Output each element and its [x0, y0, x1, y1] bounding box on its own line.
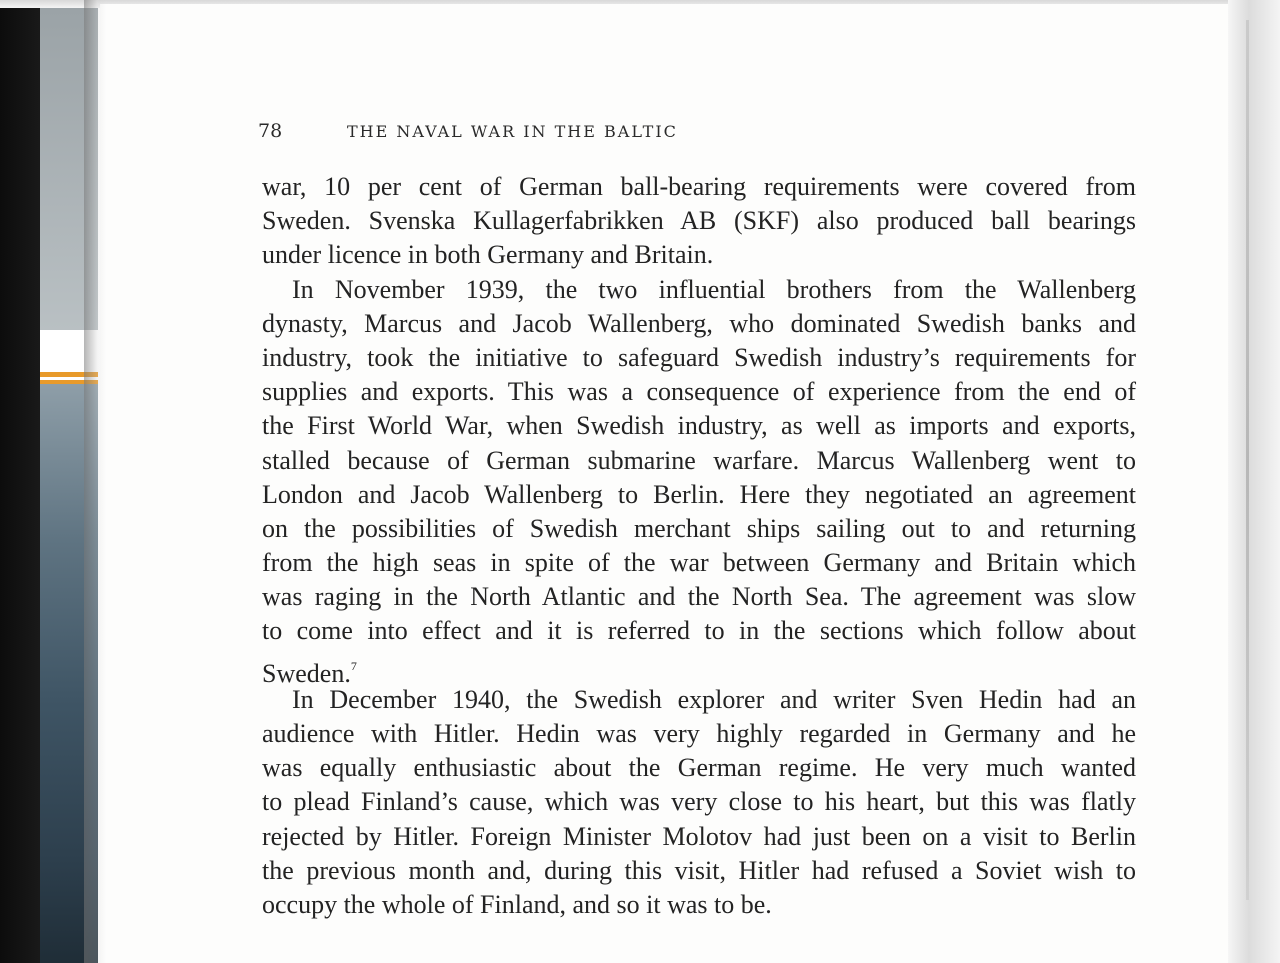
text-line: Sweden. Svenska Kullagerfabrikken AB (SKF) also produced ball bearings: [262, 206, 1136, 236]
page-header: [258, 118, 1138, 144]
body-text: [262, 170, 1136, 922]
text-line: stalled because of German submarine warfare. Marcus Wallenberg went to: [262, 445, 1136, 475]
paragraph-2: [262, 273, 1136, 688]
page-fore-edge-line: [1246, 20, 1249, 900]
text-line: supplies and exports. This was a consequence of experience from the end of: [262, 377, 1136, 407]
text-line: industry, took the initiative to safeguard Swedish industry’s requirements for: [262, 342, 1136, 372]
text-line: rejected by Hitler. Foreign Minister Molotov had just been on a visit to Berlin: [262, 821, 1136, 851]
text-line: audience with Hitler. Hedin was very highly regarded in Germany and he: [262, 719, 1136, 748]
text-line: on the possibilities of Swedish merchant ships sailing out to and returning: [262, 513, 1136, 543]
text-line: [262, 649, 1136, 688]
running-head: THE NAVAL WAR IN THE BALTIC: [347, 122, 678, 141]
text-line-content: Sweden.: [262, 658, 351, 688]
text-line: dynasty, Marcus and Jacob Wallenberg, who dominated Swedish banks and: [262, 308, 1136, 338]
next-page-edge: [1228, 0, 1280, 963]
text-line: occupy the whole of Finland, and so it was to be.: [262, 889, 772, 919]
text-line: to come into effect and it is referred to in the sections which follow about: [262, 616, 1136, 646]
text-line: was raging in the North Atlantic and the North Sea. The agreement was slow: [262, 582, 1136, 612]
text-line: from the high seas in spite of the war between Germany and Britain which: [262, 548, 1136, 578]
text-line: In December 1940, the Swedish explorer and writer Sven Hedin had an: [292, 684, 1136, 714]
text-line: under licence in both Germany and Britain.: [262, 240, 714, 270]
text-line: war, 10 per cent of German ball-bearing requirements were covered from: [262, 172, 1136, 201]
paragraph-1: [262, 170, 1136, 273]
text-line: the previous month and, during this visit, Hitler had refused a Soviet wish to: [262, 855, 1136, 885]
text-line: was equally enthusiastic about the German regime. He very much wanted: [262, 753, 1136, 783]
text-line: the First World War, when Swedish industry, as well as imports and exports,: [262, 411, 1136, 441]
page-number: 78: [258, 120, 283, 142]
text-line: to plead Finland’s cause, which was very close to his heart, but this was flatly: [262, 787, 1136, 817]
text-line: London and Jacob Wallenberg to Berlin. Here they negotiated an agreement: [262, 479, 1136, 509]
page-gutter-shadow: [84, 0, 106, 963]
text-line: In November 1939, the two influential brothers from the Wallenberg: [292, 274, 1136, 304]
footnote-marker: 7: [350, 658, 357, 673]
paragraph-3: [262, 683, 1136, 922]
